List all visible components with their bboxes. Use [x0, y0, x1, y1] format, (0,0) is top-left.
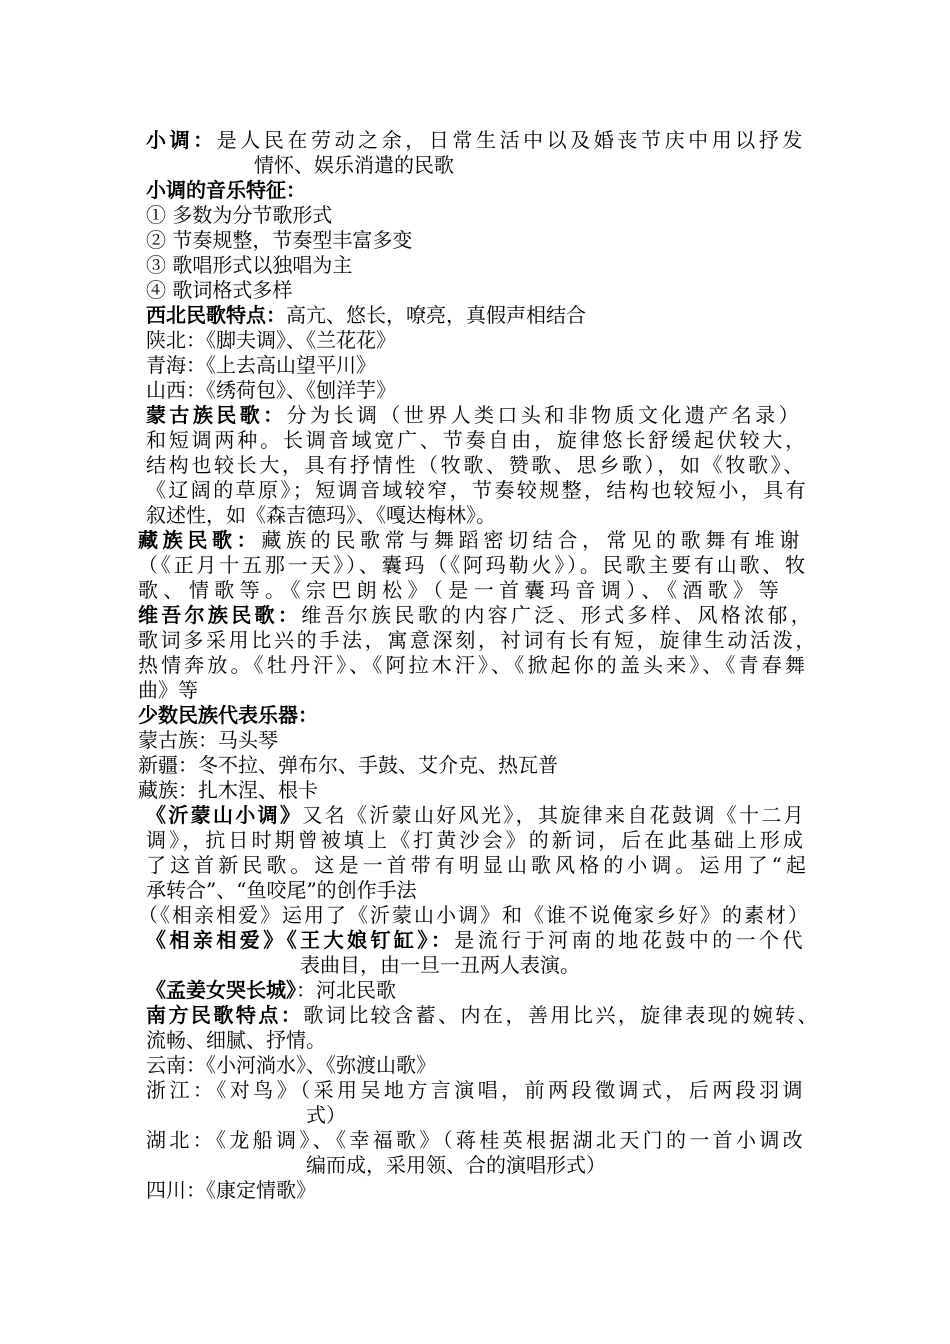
body-text: （《相亲相爱》运用了《沂蒙山小调》和《谁不说俺家乡好》的素材） [138, 903, 810, 927]
text-line [138, 578, 784, 603]
body-text: ① 多数为分节歌形式 [146, 203, 333, 227]
body-text: 分为长调（世界人类口头和非物质文化遗产名录） [286, 403, 803, 427]
text-line [138, 528, 804, 553]
text-line [138, 678, 198, 703]
body-text: 是人民在劳动之余，日常生活中以及婚丧节庆中用以抒发 [216, 128, 807, 152]
body-text: 青海：《上去高山望平川》 [146, 353, 376, 377]
text-line [146, 203, 332, 228]
text-line [138, 553, 808, 578]
body-text: 维吾尔族民歌的内容广泛、形式多样、风格浓郁， [301, 603, 815, 627]
body-text: 叙述性，如《森吉德玛》、《嘎达梅林》。 [146, 503, 496, 527]
text-line [146, 278, 292, 303]
text-line [146, 503, 496, 528]
text-line [138, 903, 810, 928]
text-line [146, 178, 306, 203]
text-line [138, 628, 818, 653]
body-text: 新疆：冬不拉、弹布尔、手鼓、艾介克、热瓦普 [138, 753, 558, 777]
text-line [146, 228, 412, 253]
body-text: 山西：《绣荷包》、《刨洋芋》 [146, 378, 396, 402]
bold-heading: 小调的音乐特征： [146, 178, 306, 202]
text-line [254, 153, 454, 178]
text-line [146, 1078, 806, 1103]
bold-heading: 维吾尔族民歌： [138, 603, 302, 627]
text-line [146, 453, 806, 478]
body-text: 浙江：《对鸟》（采用吴地方言演唱，前两段徵调式，后两段羽调 [146, 1078, 806, 1102]
body-text: 式） [306, 1103, 346, 1127]
text-line [138, 778, 318, 803]
body-text: 高亢、悠长，嘹亮，真假声相结合 [286, 303, 586, 327]
bold-heading: 《孟姜女哭长城》 [146, 978, 296, 1002]
body-text: 承转合”、“鱼咬尾”的创作手法 [146, 878, 417, 902]
body-text: ② 节奏规整，节奏型丰富多变 [146, 228, 413, 252]
text-line [146, 978, 396, 1003]
body-text: 了这首新民歌。这是一首带有明显山歌风格的小调。运用了“起 [146, 853, 810, 877]
body-text: 歌词多采用比兴的手法，寓意深刻，衬词有长有短，旋律生动活泼， [138, 628, 818, 652]
text-line [146, 128, 806, 153]
text-line [146, 1003, 820, 1028]
body-text: ④ 歌词格式多样 [146, 278, 293, 302]
bold-heading: 少数民族代表乐器： [138, 703, 318, 727]
body-text: 又名《沂蒙山好风光》，其旋律来自花鼓调《十二月 [302, 803, 807, 827]
body-text: 陕北：《脚夫调》、《兰花花》 [146, 328, 396, 352]
body-text: 蒙古族：马头琴 [138, 728, 278, 752]
text-line [138, 703, 318, 728]
text-line [306, 1103, 346, 1128]
body-text: 和短调两种。长调音域宽广、节奏自由，旋律悠长舒缓起伏较大， [146, 428, 808, 452]
body-text: 是流行于河南的地花鼓中的一个代 [454, 928, 807, 952]
text-line [300, 953, 580, 978]
text-line [146, 353, 376, 378]
bold-heading: 《相亲相爱》《王大娘钉缸》： [146, 928, 455, 952]
text-line [146, 253, 352, 278]
text-line [146, 428, 808, 453]
body-text: 湖北：《龙船调》、《幸福歌》（蒋桂英根据湖北天门的一首小调改 [146, 1128, 806, 1152]
body-text: 藏族的民歌常与舞蹈密切结合，常见的歌舞有堆谢 [261, 528, 805, 552]
text-line [138, 753, 558, 778]
text-line [146, 803, 806, 828]
text-line [146, 403, 802, 428]
text-line [146, 878, 417, 903]
body-text: 调》，抗日时期曾被填上《打黄沙会》的新词，后在此基础上形成 [146, 828, 806, 852]
bold-heading: 《沂蒙山小调》 [146, 803, 303, 827]
body-text: 曲》等 [138, 678, 198, 702]
body-text: 藏族：扎木涅、根卡 [138, 778, 318, 802]
text-line [146, 378, 396, 403]
body-text: 歌、情歌等。《宗巴朗松》（是一首囊玛音调）、《酒歌》等 [138, 578, 784, 602]
body-text: 表曲目，由一旦一丑两人表演。 [300, 953, 580, 977]
text-line [146, 853, 810, 878]
body-text: 云南：《小河淌水》、《弥渡山歌》 [146, 1053, 436, 1077]
bold-heading: 南方民歌特点： [146, 1003, 304, 1027]
body-text: （《正月十五那一天》）、囊玛（《阿玛勒火》）。民歌主要有山歌、牧 [138, 553, 808, 577]
body-text: 结构也较长大，具有抒情性（牧歌、赞歌、思乡歌），如《牧歌》、 [146, 453, 806, 477]
text-line [138, 653, 808, 678]
body-text: 四川：《康定情歌》 [146, 1178, 316, 1202]
body-text: 情怀、娱乐消遣的民歌 [254, 153, 454, 177]
text-line [138, 603, 814, 628]
bold-heading: 蒙古族民歌： [146, 403, 287, 427]
text-line [146, 1178, 316, 1203]
text-line [306, 1153, 606, 1178]
body-text: ③ 歌唱形式以独唱为主 [146, 253, 353, 277]
text-line [146, 1053, 436, 1078]
body-text: 歌词比较含蓄、内在，善用比兴，旋律表现的婉转、 [303, 1003, 821, 1027]
body-text: 《辽阔的草原》；短调音域较窄，节奏较规整，结构也较短小，具有 [146, 478, 808, 502]
text-line [146, 328, 396, 353]
body-text: 编而成，采用领、合的演唱形式） [306, 1153, 606, 1177]
text-line [146, 478, 808, 503]
body-text: 热情奔放。《牡丹汗》、《阿拉木汗》、《掀起你的盖头来》、《青春舞 [138, 653, 808, 677]
text-line [138, 728, 278, 753]
text-line [146, 928, 806, 953]
body-text: 流畅、细腻、抒情。 [146, 1028, 326, 1052]
bold-heading: 西北民歌特点： [146, 303, 286, 327]
text-line [146, 1028, 326, 1053]
text-line [146, 828, 806, 853]
body-text: ：河北民歌 [296, 978, 396, 1002]
bold-heading: 藏族民歌： [138, 528, 262, 552]
text-line [146, 303, 586, 328]
bold-heading: 小调： [146, 128, 217, 152]
text-line [146, 1128, 806, 1153]
